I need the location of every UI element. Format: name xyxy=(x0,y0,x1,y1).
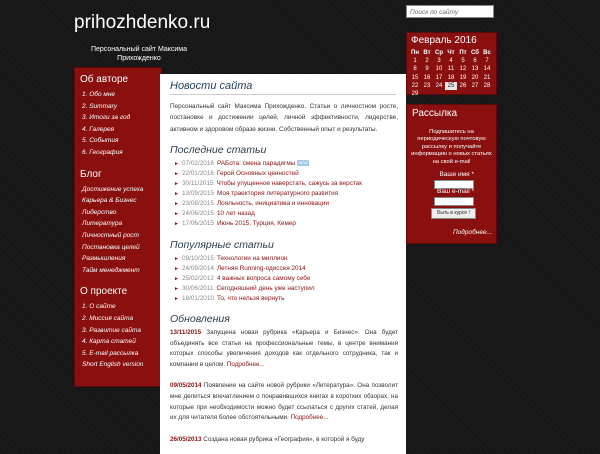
calendar-day[interactable]: 11 xyxy=(447,66,455,73)
calendar-day[interactable]: 28 xyxy=(483,82,491,89)
bullet-icon: ► xyxy=(174,265,179,272)
calendar-title: Февраль 2016 xyxy=(411,35,477,46)
post-link[interactable]: Герой Основных ценностей xyxy=(216,169,299,177)
blog-item-goals[interactable]: Постановка целей xyxy=(82,243,140,251)
calendar-day[interactable]: 6 xyxy=(473,58,477,65)
update-text: Запущена новая рубрика «Карьера и Бизнес». Она будет объединять все статьи на профессиональные темы, в центре внимания которых способы увеличения доходов как отдельного сотрудника, так и компании в целом. xyxy=(170,329,398,368)
update-date: 26/05/2013 xyxy=(170,435,202,443)
post-date: 30/06/2011 xyxy=(181,284,214,292)
post-link[interactable]: Технологии на миллион xyxy=(216,254,288,262)
update-entry xyxy=(170,328,398,370)
about-item-events[interactable]: 5. События xyxy=(82,137,119,145)
post-link[interactable]: Летняя Running-одиссея 2014 xyxy=(216,264,306,272)
post-link[interactable]: 4 важных вопроса самому себе xyxy=(216,274,311,282)
update-date: 09/05/2014 xyxy=(170,382,202,390)
calendar-day-header: Пн xyxy=(411,50,419,56)
about-item-summary[interactable]: 2. Summary xyxy=(82,102,118,110)
bullet-icon: ► xyxy=(174,295,179,302)
calendar-day[interactable]: 18 xyxy=(447,74,455,81)
calendar-day[interactable]: 25 xyxy=(445,82,457,90)
bullet-icon: ► xyxy=(174,285,179,292)
about-menu xyxy=(75,89,161,159)
bullet-icon: ► xyxy=(174,275,179,282)
new-badge: NEW xyxy=(298,160,308,166)
project-heading: О проекте xyxy=(80,286,128,298)
post-link[interactable]: РАБота: смена парадигмы xyxy=(216,159,296,167)
update-date: 13/11/2015 xyxy=(170,329,202,337)
list-item xyxy=(174,274,406,284)
calendar-day xyxy=(481,90,493,98)
blog-menu xyxy=(75,184,161,277)
calendar-grid xyxy=(409,49,494,98)
subscribe-button[interactable]: Быть в курсе ! xyxy=(431,208,476,219)
updates-heading: Обновления xyxy=(170,313,230,326)
bullet-icon: ► xyxy=(174,211,179,218)
subscribe-text: Подпишитесь на периодическую почтовую рассылку и получайте информацию о новых статьях на свой e-mail xyxy=(411,129,492,165)
calendar-day-header: Ср xyxy=(435,50,443,56)
list-item xyxy=(174,199,406,209)
project-menu xyxy=(75,301,161,371)
bullet-icon: ► xyxy=(174,191,179,198)
calendar-day-header: Вс xyxy=(483,50,491,56)
post-link[interactable]: То, что нельзя вернуть xyxy=(216,294,285,302)
list-item xyxy=(174,189,406,199)
project-item-about-site[interactable]: 1. О сайте xyxy=(82,303,116,311)
bullet-icon: ► xyxy=(174,160,179,167)
update-entry xyxy=(170,381,398,423)
post-date: 17/06/2015 xyxy=(181,220,214,228)
calendar-day[interactable]: 26 xyxy=(459,82,467,89)
popular-list xyxy=(160,254,406,304)
calendar-day[interactable]: 1 xyxy=(413,58,417,65)
calendar-day[interactable]: 22 xyxy=(411,82,419,89)
popular-heading: Популярные статьи xyxy=(170,238,274,251)
about-item-year-results[interactable]: 3. Итоги за год xyxy=(82,114,131,122)
update-text: Создана новая рубрика «География», в которой я буду xyxy=(203,435,365,443)
list-item xyxy=(174,264,406,274)
calendar-day[interactable]: 27 xyxy=(471,82,479,89)
list-item xyxy=(174,219,406,229)
calendar-day[interactable]: 4 xyxy=(449,58,453,65)
news-heading: Новости сайта xyxy=(170,80,396,95)
subscribe-heading: Рассылка xyxy=(412,108,458,119)
calendar-day[interactable]: 16 xyxy=(423,74,431,81)
post-date: 07/02/2016 xyxy=(181,159,214,167)
calendar-day[interactable]: 13 xyxy=(471,66,479,73)
list-item xyxy=(174,179,406,189)
calendar-day[interactable]: 2 xyxy=(425,58,429,65)
bullet-icon: ► xyxy=(174,181,179,188)
blog-heading: Блог xyxy=(80,168,102,180)
bullet-icon: ► xyxy=(174,221,179,228)
calendar-day-header: Вт xyxy=(423,50,431,56)
bullet-icon: ► xyxy=(174,255,179,262)
search-input[interactable]: Поиск по сайту xyxy=(406,5,494,18)
read-more-link[interactable]: Подробнее... xyxy=(290,414,329,422)
project-item-english[interactable]: Short English version xyxy=(82,361,144,369)
calendar-day-header: Сб xyxy=(471,50,479,56)
calendar-day[interactable]: 7 xyxy=(485,58,489,65)
list-item xyxy=(174,284,406,294)
list-item xyxy=(174,294,406,304)
post-date: 24/06/2015 xyxy=(181,210,214,218)
post-link[interactable]: 10 лет назад xyxy=(216,210,255,218)
update-text: Появление на сайте новой рубрики «Литература». Она позволит мне делиться впечатлением о понравившихся книгах в коротких обзорах, на которые при необходимости можно будет ссылаться с других статей, делая их для читателя более обстоятельными. xyxy=(170,382,398,422)
calendar-day[interactable]: 9 xyxy=(425,66,429,73)
subscribe-widget xyxy=(406,104,497,244)
calendar-day[interactable]: 21 xyxy=(483,74,491,81)
calendar-day[interactable]: 20 xyxy=(471,74,479,81)
calendar-day[interactable]: 5 xyxy=(461,58,465,65)
blog-item-growth[interactable]: Личностный рост xyxy=(82,231,139,239)
calendar-day[interactable]: 15 xyxy=(411,74,419,81)
blog-item-leadership[interactable]: Лидерство xyxy=(82,208,117,216)
post-date: 24/09/2014 xyxy=(181,264,214,272)
calendar-day-header: Пт xyxy=(459,50,467,56)
left-sidebar xyxy=(74,67,162,387)
blog-item-literature[interactable]: Литература xyxy=(82,220,123,228)
post-link[interactable]: Сегодняшний день уже наступил xyxy=(216,284,315,292)
email-label: Ваш e-mail * xyxy=(436,188,474,195)
calendar-day xyxy=(433,90,445,98)
blog-item-career[interactable]: Карьера & Бизнес xyxy=(82,197,137,205)
recent-list xyxy=(160,159,406,230)
calendar-day xyxy=(421,90,433,98)
intro-text: Персональный сайт Максима Прихожденко. Статьи о личностном росте, постановке и достижении целей, личной эффективности, лидерстве, активном и здоровом образе жизни. Собственный опыт и результаты. xyxy=(170,103,398,133)
bullet-icon: ► xyxy=(174,201,179,208)
update-entry xyxy=(170,435,398,446)
post-date: 18/01/2010 xyxy=(181,294,214,302)
calendar-day[interactable]: 10 xyxy=(435,66,443,73)
about-item-gallery[interactable]: 4. Галерея xyxy=(82,125,115,133)
project-item-mission[interactable]: 2. Миссия сайта xyxy=(82,314,134,322)
calendar-widget xyxy=(406,32,497,95)
post-link[interactable]: Лояльность, инициатива и инновации xyxy=(216,200,329,208)
bullet-icon: ► xyxy=(174,170,179,177)
post-link[interactable]: Июнь 2015. Турция, Кемер xyxy=(216,220,296,228)
post-date: 09/10/2015 xyxy=(181,254,214,262)
calendar-day[interactable]: 17 xyxy=(435,74,443,81)
calendar-day[interactable]: 19 xyxy=(459,74,467,81)
project-item-development[interactable]: 3. Развитие сайта xyxy=(82,326,141,334)
post-date: 30/11/2015 xyxy=(181,180,214,188)
blog-item-time-management[interactable]: Тайм менеджмент xyxy=(82,266,140,274)
site-title[interactable]: prihozhdenko.ru xyxy=(74,12,211,33)
name-label: Ваше имя * xyxy=(439,171,474,178)
calendar-day[interactable]: 14 xyxy=(483,66,491,73)
calendar-day[interactable]: 12 xyxy=(459,66,467,73)
calendar-day[interactable]: 24 xyxy=(435,82,443,89)
post-date: 22/01/2016 xyxy=(181,169,214,177)
site-tagline: Персональный сайт Максима Прихожденко xyxy=(90,46,188,62)
list-item xyxy=(174,254,406,264)
about-heading: Об авторе xyxy=(80,74,129,85)
post-link[interactable]: Чтобы упущенное наверстать, сажусь за верстак xyxy=(216,180,363,188)
post-date: 13/09/2015 xyxy=(181,190,214,198)
calendar-day[interactable]: 8 xyxy=(413,66,417,73)
about-item-geography[interactable]: 6. География xyxy=(82,148,123,156)
calendar-day xyxy=(445,90,457,98)
post-date: 23/08/2015 xyxy=(181,200,214,208)
project-item-sitemap[interactable]: 4. Карта статей xyxy=(82,338,136,346)
email-field[interactable] xyxy=(434,197,474,206)
calendar-day xyxy=(469,90,481,98)
list-item xyxy=(174,169,406,179)
post-link[interactable]: Моя траектория литературного развития xyxy=(216,190,339,198)
post-date: 25/02/2012 xyxy=(181,274,214,282)
about-item-about-me[interactable]: 1. Обо мне xyxy=(82,91,116,98)
main-content xyxy=(160,74,406,454)
calendar-day xyxy=(457,90,469,98)
blog-item-thoughts[interactable]: Размышления xyxy=(82,255,126,263)
calendar-day[interactable]: 3 xyxy=(437,58,441,65)
project-item-email[interactable]: 5. E-mail рассылка xyxy=(82,349,139,357)
list-item xyxy=(174,209,406,219)
read-more-link[interactable]: Подробнее... xyxy=(226,360,265,368)
blog-item-success[interactable]: Достижение успеха xyxy=(82,185,144,193)
calendar-day-header: Чт xyxy=(447,50,455,56)
list-item xyxy=(174,159,406,169)
calendar-day[interactable]: 29 xyxy=(411,90,419,97)
calendar-day[interactable]: 23 xyxy=(423,82,431,89)
subscribe-more-link[interactable]: Подробнее... xyxy=(452,229,492,236)
recent-heading: Последние статьи xyxy=(170,143,267,156)
